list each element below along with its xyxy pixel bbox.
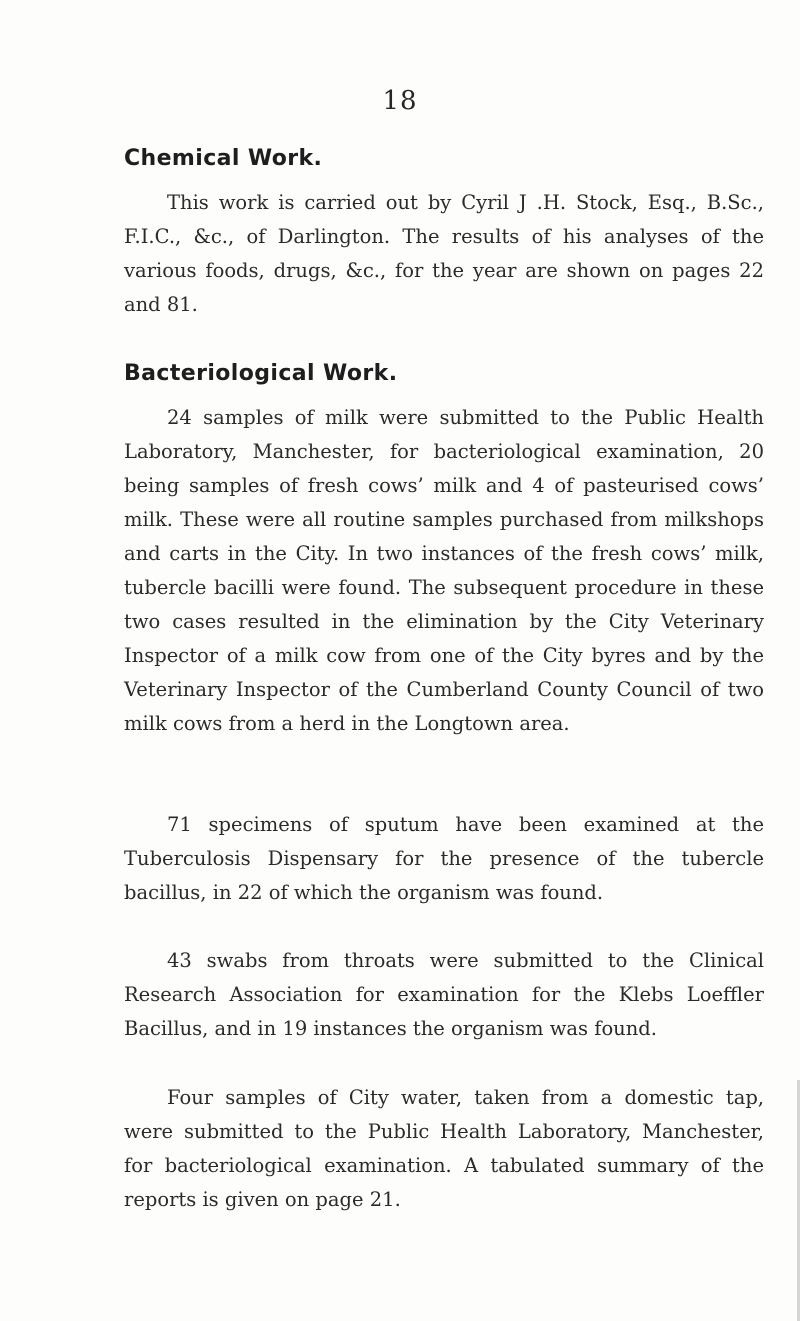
paragraph-sputum-specimens: 71 specimens of sputum have been examined at the Tuberculosis Dispensary for the presence of the tubercle bacillus, in 22 of which the organism was found. xyxy=(124,813,764,904)
paragraph-chemical-work: This work is carried out by Cyril J .H. Stock, Esq., B.Sc., F.I.C., &c., of Darlington. The results of his analyses of the various foods, drugs, &c., for the year are shown on pages 22 and 81. xyxy=(124,191,764,316)
paragraph-milk-samples: 24 samples of milk were submitted to the Public Health Laboratory, Manchester, for bacteriological examination, 20 being samples of fresh cows’ milk and 4 of pasteurised cows’ milk. These were all routine samples purchased from milkshops and carts in the City. In two instances of the fresh cows’ milk, tubercle bacilli were found. The subsequent procedure in these two cases resulted in the elimination by the City Veterinary Inspector of a milk cow from one of the City byres and by the Veterinary Inspector of the Cumberland County Council of two milk cows from a herd in the Longtown area. xyxy=(124,406,764,735)
heading-bacteriological-work: Bacteriological Work. xyxy=(124,361,398,386)
page-number: 18 xyxy=(382,86,418,116)
paragraph-water-samples: Four samples of City water, taken from a domestic tap, were submitted to the Public Health Laboratory, Manchester, for bacteriological examination. A tabulated summary of the reports is given on page 21. xyxy=(124,1086,764,1211)
heading-chemical-work: Chemical Work. xyxy=(124,146,323,171)
paragraph-throat-swabs: 43 swabs from throats were submitted to the Clinical Research Association for examination for the Klebs Loeffler Bacillus, and in 19 instances the organism was found. xyxy=(124,949,764,1040)
